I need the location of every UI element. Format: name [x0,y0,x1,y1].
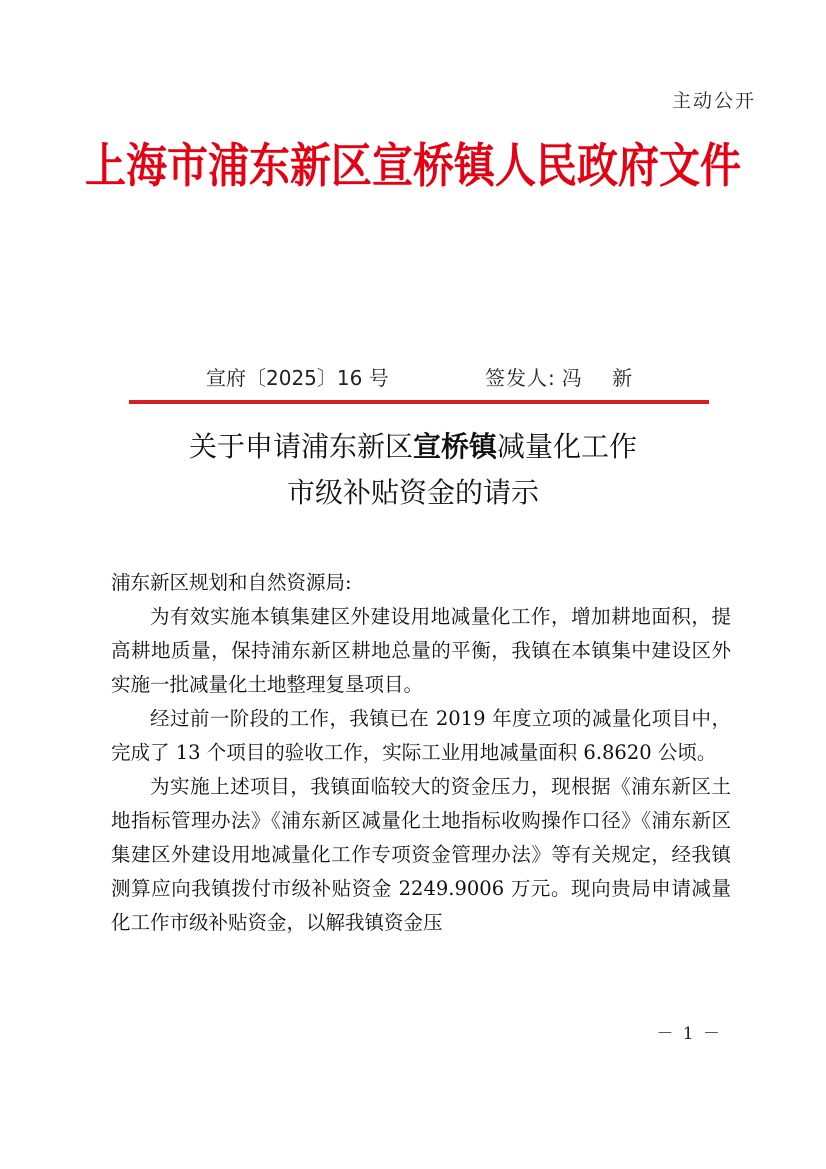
body-paragraph-2: 经过前一阶段的工作，我镇已在 2019 年度立项的减量化项目中，完成了 13 个项目的验收工作，实际工业用地减量面积 6.8620 公顷。 [111,707,731,764]
title-suffix: 减量化工作 [497,430,638,463]
body-paragraph-1: 为有效实施本镇集建区外建设用地减量化工作，增加耕地面积，提高耕地质量，保持浦东新区耕地总量的平衡，我镇在本镇集中建设区外实施一批减量化土地整理复垦项目。 [111,605,731,696]
title-line-1 [0,424,826,470]
document-info-line [0,362,826,390]
red-divider-rule [129,400,709,404]
document-title [0,424,826,516]
title-highlight: 宣桥镇 [412,430,497,463]
addressee: 浦东新区规划和自然资源局: [111,571,352,594]
signer-label: 签发人: [485,366,556,390]
body-paragraph-3: 为实施上述项目，我镇面临较大的资金压力，现根据《浦东新区土地指标管理办法》《浦东新区减量化土地指标收购操作口径》《浦东新区集建区外建设用地减量化工作专项资金管理办法》等有关规定，经我镇测算应向我镇拨付市级补贴资金 2249.9006 万元。现向贵局申请减量化工作市级补贴资金，以解我镇资金压 [111,775,731,934]
page-number: － 1 － [656,1024,722,1044]
title-prefix: 关于申请浦东新区 [188,430,413,463]
document-body [111,566,731,940]
title-line-2: 市级补贴资金的请示 [286,476,539,509]
document-masthead: 上海市浦东新区宣桥镇人民政府文件 [85,138,741,194]
disclosure-label: 主动公开 [671,90,756,112]
document-number: 宣府〔2025〕16 号 [206,366,389,390]
signer-name: 冯 新 [561,366,645,390]
signer-block [485,362,644,391]
